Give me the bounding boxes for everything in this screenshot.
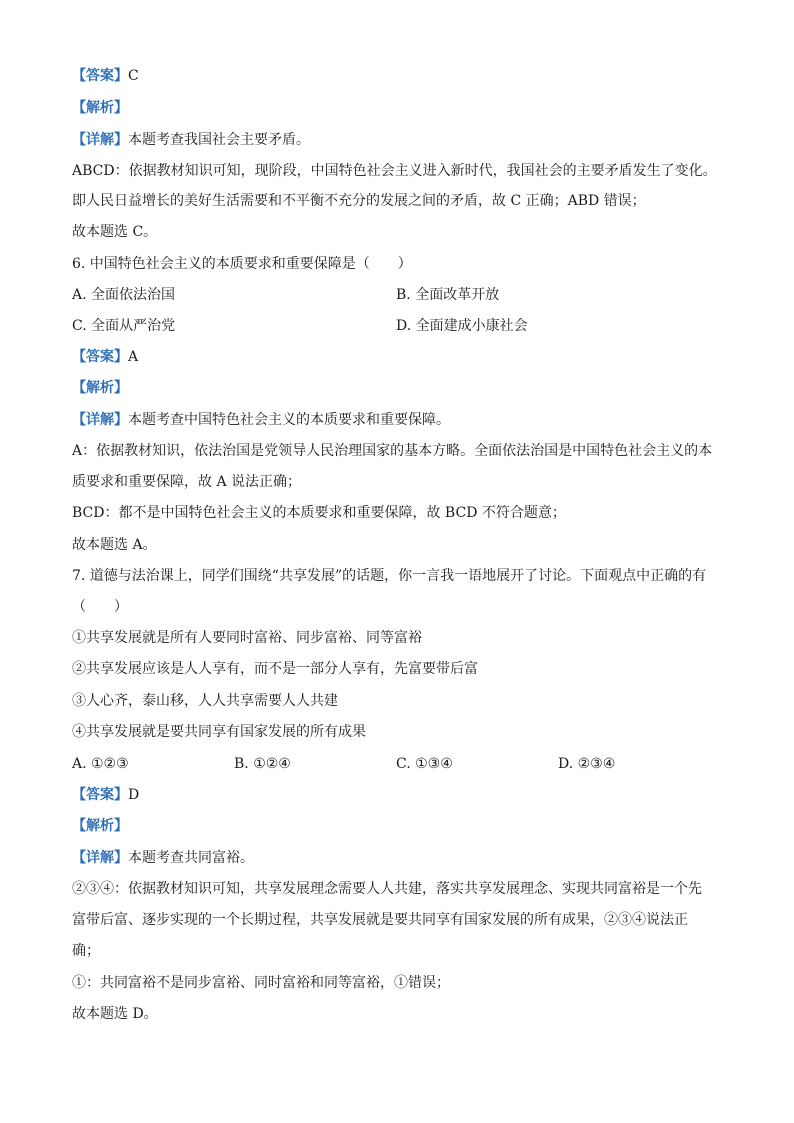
q7-stem-1: 7. 道德与法治课上，同学们围绕“共享发展”的话题，你一言我一语地展开了讨论。下面观点中正确的有 bbox=[72, 568, 707, 584]
detail-text: 本题考查共同富裕。 bbox=[128, 850, 254, 866]
q7-detail-line bbox=[72, 848, 722, 868]
q6-body-2: 质要求和重要保障，故 A 说法正确； bbox=[72, 474, 302, 490]
q6-conclusion: 故本题选 A。 bbox=[72, 537, 157, 553]
q7-answer-line bbox=[72, 785, 722, 805]
q7-body-4: ①：共同富裕不是同步富裕、同时富裕和同等富裕，①错误； bbox=[72, 975, 450, 991]
answer-tag: 【答案】 bbox=[72, 349, 128, 365]
answer-value: D bbox=[128, 787, 140, 803]
q5-detail-line bbox=[72, 130, 722, 150]
q5-answer-line bbox=[72, 66, 722, 86]
q7-item-3: ③人心齐，泰山移，人人共享需要人人共建 bbox=[72, 693, 338, 709]
q5-conclusion: 故本题选 C。 bbox=[72, 224, 158, 240]
q7-option-a: A. ①②③ bbox=[72, 756, 129, 772]
q6-option-c: C. 全面从严治党 bbox=[72, 318, 176, 334]
q6-option-a: A. 全面依法治国 bbox=[72, 287, 176, 303]
q7-body-3: 确； bbox=[72, 943, 100, 959]
q7-item-2: ②共享发展应该是人人享有，而不是一部分人享有，先富要带后富 bbox=[72, 661, 478, 677]
detail-tag: 【详解】 bbox=[72, 850, 128, 866]
detail-tag: 【详解】 bbox=[72, 412, 128, 428]
q7-option-c: C. ①③④ bbox=[396, 756, 453, 772]
analysis-tag: 【解析】 bbox=[72, 818, 128, 834]
q7-stem-2: （ ） bbox=[72, 599, 128, 615]
analysis-tag: 【解析】 bbox=[72, 380, 128, 396]
q7-item-4: ④共享发展就是要共同享有国家发展的所有成果 bbox=[72, 724, 366, 740]
q6-body-1: A：依据教材知识，依法治国是党领导人民治理国家的基本方略。全面依法治国是中国特色社会主义的本 bbox=[72, 443, 713, 459]
q6-analysis-line bbox=[72, 378, 722, 398]
detail-tag: 【详解】 bbox=[72, 132, 128, 148]
q7-body-2: 富带后富、逐步实现的一个长期过程，共享发展就是要共同享有国家发展的所有成果，②③④说法正 bbox=[72, 912, 688, 928]
q7-item-1: ①共享发展就是所有人要同时富裕、同步富裕、同等富裕 bbox=[72, 630, 422, 646]
q6-body-3: BCD：都不是中国特色社会主义的本质要求和重要保障，故 BCD 不符合题意； bbox=[72, 505, 566, 521]
q7-body-1: ②③④：依据教材知识可知，共享发展理念需要人人共建，落实共享发展理念、实现共同富裕是一个先 bbox=[72, 881, 702, 897]
q7-option-b: B. ①②④ bbox=[234, 756, 291, 772]
q6-option-b: B. 全面改革开放 bbox=[396, 287, 500, 303]
q5-body-2: 即人民日益增长的美好生活需要和不平衡不充分的发展之间的矛盾，故 C 正确；ABD 错误； bbox=[72, 193, 646, 209]
q7-option-d: D. ②③④ bbox=[558, 756, 616, 772]
q5-body-1: ABCD：依据教材知识可知，现阶段，中国特色社会主义进入新时代，我国社会的主要矛盾发生了变化。 bbox=[72, 163, 717, 179]
answer-value: C bbox=[128, 68, 139, 84]
answer-tag: 【答案】 bbox=[72, 68, 128, 84]
q6-stem: 6. 中国特色社会主义的本质要求和重要保障是（ ） bbox=[72, 256, 412, 272]
detail-text: 本题考查中国特色社会主义的本质要求和重要保障。 bbox=[128, 412, 450, 428]
answer-value: A bbox=[128, 349, 139, 365]
q6-detail-line bbox=[72, 410, 722, 430]
q7-conclusion: 故本题选 D。 bbox=[72, 1006, 158, 1022]
q5-analysis-line bbox=[72, 98, 722, 118]
analysis-tag: 【解析】 bbox=[72, 100, 128, 116]
detail-text: 本题考查我国社会主要矛盾。 bbox=[128, 132, 310, 148]
q6-option-d: D. 全面建成小康社会 bbox=[396, 318, 528, 334]
answer-tag: 【答案】 bbox=[72, 787, 128, 803]
q7-analysis-line bbox=[72, 816, 722, 836]
q6-answer-line bbox=[72, 347, 722, 367]
